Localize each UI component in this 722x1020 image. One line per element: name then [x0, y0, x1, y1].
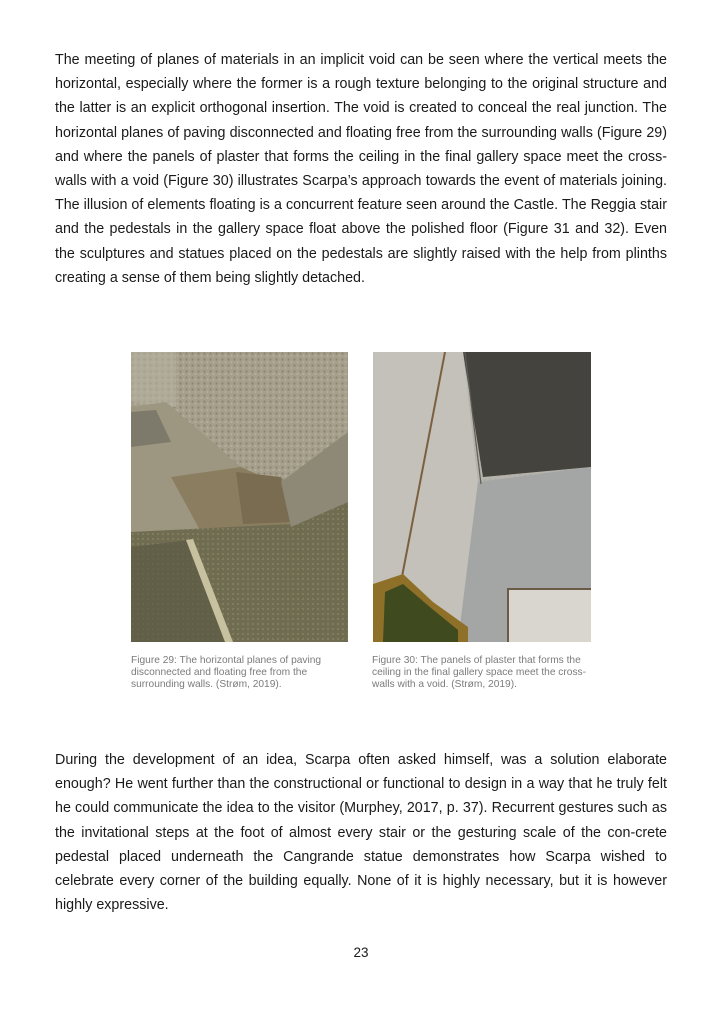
figure-30-caption: Figure 30: The panels of plaster that forms the ceiling in the final gallery space meet the cross-walls with a void. (Strøm, 2019).: [372, 655, 587, 690]
body-paragraph-2: During the development of an idea, Scarpa often asked himself, was a solution elaborate enough? He went further than the constructional or functional to design in a way that he truly felt he could communicate the idea to the visitor (Murphey, 2017, p. 37). Recurrent gestures such as the invitational steps at the foot of almost every stair or the gesturing scale of the con-crete pedestal placed underneath the Cangrande statue demonstrates how Scarpa wished to celebrate every corner of the building equally. None of it is highly necessary, but it is however highly expressive.: [55, 752, 667, 914]
page-number: 23: [353, 945, 369, 960]
figure-29-caption: Figure 29: The horizontal planes of paving disconnected and floating free from the surrounding walls. (Strøm, 2019).: [131, 655, 322, 690]
body-paragraph-1: The meeting of planes of materials in an implicit void can be seen where the vertical meets the horizontal, especially where the former is a rough texture belonging to the original structure and the latter is an explicit orthogonal insertion. The void is created to conceal the real junction. The horizontal planes of paving disconnected and floating free from the surrounding walls (Figure 29) and where the panels of plaster that forms the ceiling in the final gallery space meet the cross-walls with a void (Figure 30) illustrates Scarpa’s approach towards the event of materials joining. The illusion of elements floating is a concurrent feature seen around the Castle. The Reggia stair and the pedestals in the gallery space float above the polished floor (Figure 31 and 32). Even the sculptures and statues placed on the pedestals are slightly raised with the help from plinths creating a sense of them being slightly detached.: [55, 52, 667, 286]
figure-30-photo: [373, 352, 591, 642]
figure-29-photo: [131, 352, 348, 642]
